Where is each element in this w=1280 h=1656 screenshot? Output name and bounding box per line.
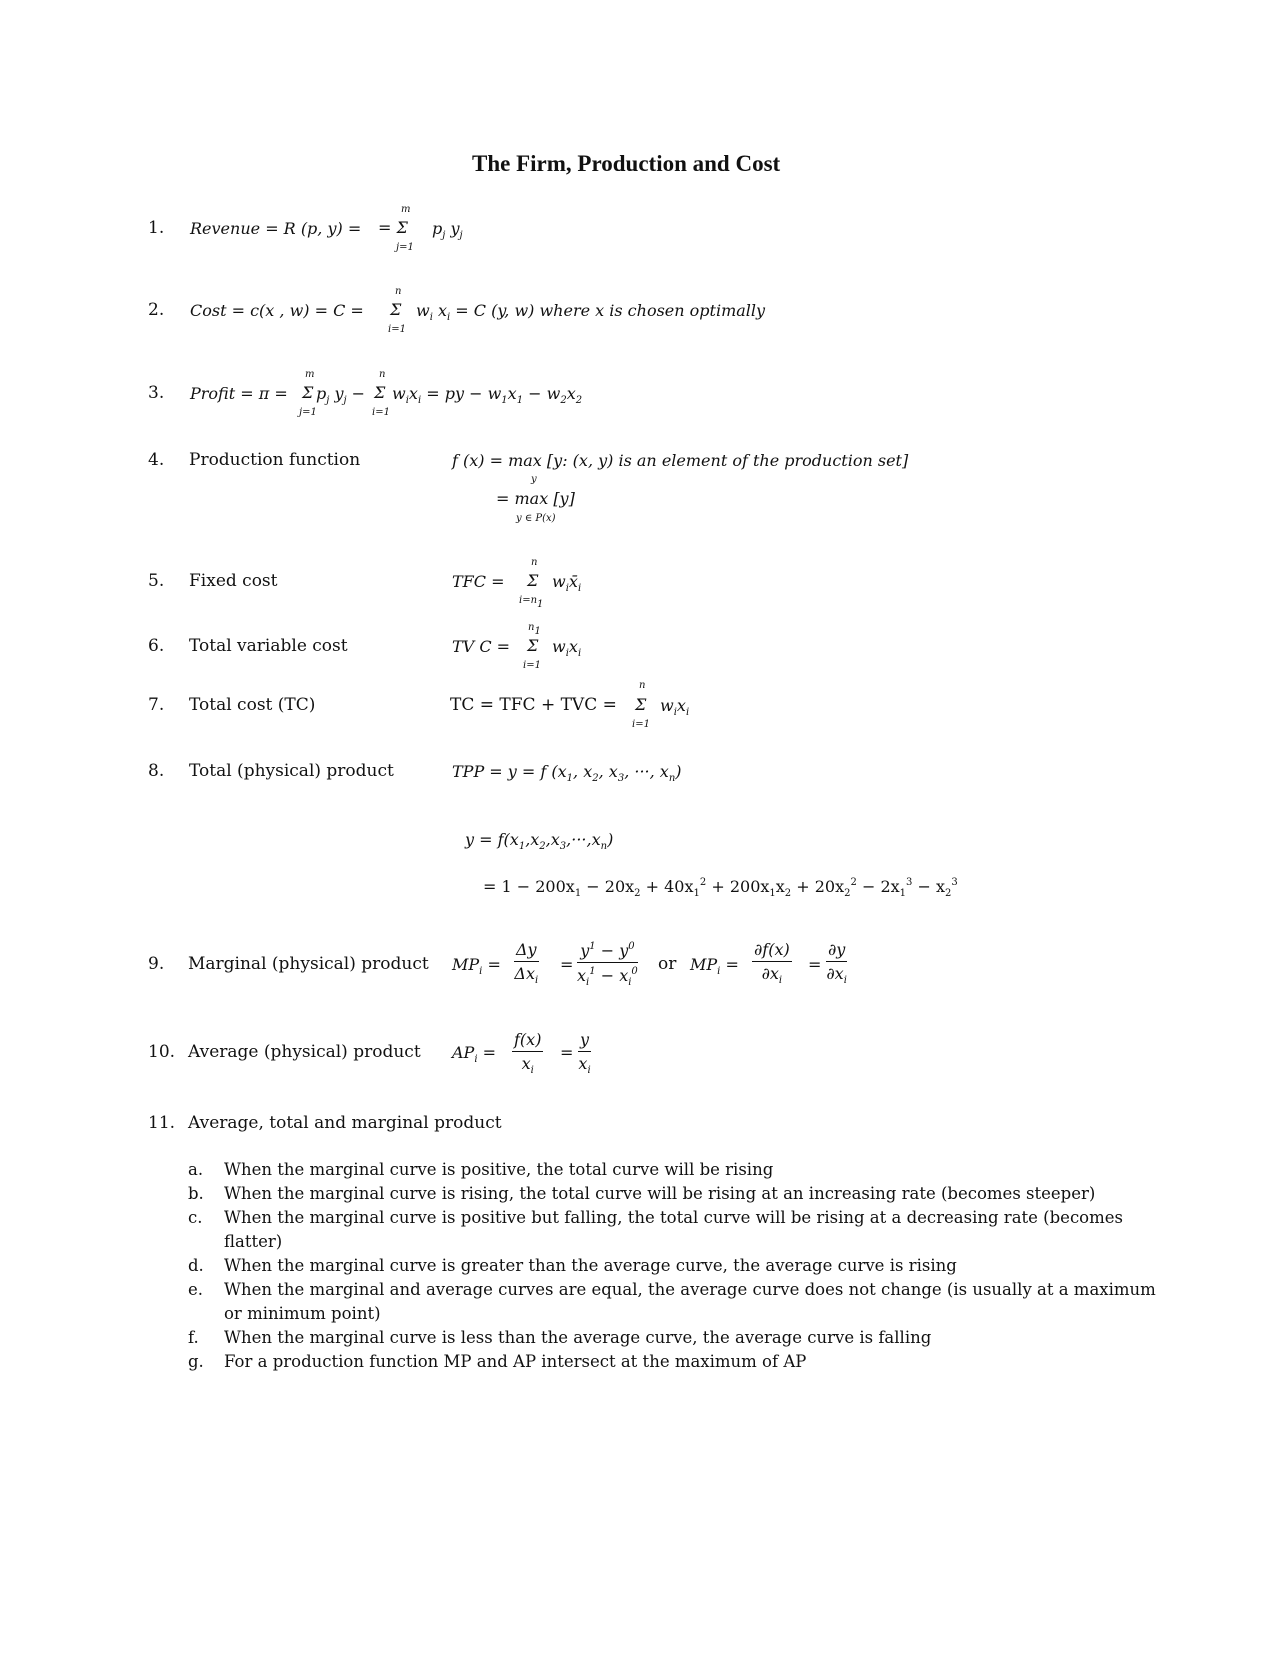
sum-upper-limit: n (531, 557, 538, 568)
formula-tc-lhs: TC = TFC + TVC = (450, 695, 617, 715)
formula-profit-lhs: Profit = π = (190, 384, 288, 403)
item-number: 6. (148, 636, 165, 656)
fraction-numerator: Δy (514, 942, 539, 962)
formula-mp2-lhs: $MP_i$ = (690, 955, 739, 977)
fraction-delta (514, 942, 539, 986)
sum-upper-limit: m (305, 369, 315, 380)
item-number: 3. (148, 383, 165, 403)
list-letter: f. (188, 1328, 199, 1347)
item-number: 7. (148, 695, 165, 715)
formula-tfc-rhs: $w_ix̄_i$ (552, 572, 582, 594)
list-item-continued: or minimum point) (224, 1304, 381, 1323)
equals-sign: = (560, 1043, 574, 1062)
fraction-denominator: $\Delta x_i$ (514, 964, 539, 986)
max-subscript-bottom: y ∈ P(x) (516, 513, 556, 524)
list-item: When the marginal and average curves are equal, the average curve does not change (is usually at a maximum (224, 1280, 1156, 1299)
max-subscript-top: y (531, 474, 537, 485)
sum-lower-limit: $i=n_1$ (519, 595, 544, 610)
formula-cost-lhs: Cost = c(x , w) = C = (190, 301, 364, 320)
item-number: 8. (148, 761, 165, 781)
sum-lower-limit: j=1 (396, 242, 414, 253)
sum-symbol: Σ (302, 383, 314, 402)
list-letter: c. (188, 1208, 203, 1227)
formula-profit-mid: $p_j$ $y_j$ − (316, 384, 366, 406)
sum-lower-limit: j=1 (299, 407, 317, 418)
list-letter: g. (188, 1352, 204, 1371)
formula-revenue-rhs: $p_j$ $y_j$ (432, 219, 463, 241)
fraction-numerator: y (578, 1032, 591, 1052)
sum-symbol: = Σ (378, 218, 408, 237)
sum-upper-limit: m (401, 204, 411, 215)
sum-lower-limit: i=1 (388, 324, 406, 335)
formula-y-expansion: = $1 - 200x_1 - 20x_2 + 40x_1^2 + 200x_1x_2 + 20x_2^2 - 2x_1^3 - x_2^3$ (483, 877, 958, 899)
item-number: 5. (148, 571, 165, 591)
formula-profit-rhs: $w_ix_i$ = py − $w_1x_1 - w_2x_2$ (392, 384, 583, 406)
fraction-denominator: $\partial x_i$ (761, 964, 783, 986)
list-item: When the marginal curve is positive, the total curve will be rising (224, 1160, 774, 1179)
fraction-numerator: ∂f(x) (752, 942, 792, 962)
list-item-continued: flatter) (224, 1232, 283, 1251)
or-text: or (658, 954, 677, 974)
list-letter: b. (188, 1184, 204, 1203)
item-label: Average, total and marginal product (188, 1113, 502, 1133)
sum-upper-limit: n (639, 680, 646, 691)
item-label: Total (physical) product (189, 761, 394, 781)
sum-symbol: Σ (635, 695, 647, 714)
sum-lower-limit: i=1 (632, 719, 650, 730)
fraction-partial-y (826, 942, 847, 986)
item-label: Total variable cost (189, 636, 348, 656)
list-letter: e. (188, 1280, 204, 1299)
sum-symbol: Σ (527, 571, 539, 590)
formula-tpp: TPP = y = f ($x_1$, $x_2$, $x_3$, ···, $x_n$) (452, 762, 682, 784)
item-label: Marginal (physical) product (188, 954, 429, 974)
formula-tc-rhs: $w_ix_i$ (660, 696, 690, 718)
formula-mp-lhs: $MP_i$ = (452, 955, 501, 977)
sum-lower-limit: i=1 (372, 407, 390, 418)
sum-lower-limit: i=1 (523, 660, 541, 671)
item-label: Fixed cost (189, 571, 278, 591)
sum-upper-limit: n (379, 369, 386, 380)
list-letter: a. (188, 1160, 204, 1179)
fraction-denominator: $x_i^1 - x_i^0$ (577, 966, 638, 988)
sum-symbol: Σ (390, 300, 402, 319)
item-label: Production function (189, 450, 361, 470)
formula-ap-lhs: $AP_i$ = (452, 1043, 497, 1065)
sum-symbol: Σ (374, 383, 386, 402)
fraction-numerator: ∂y (826, 942, 847, 962)
list-item: When the marginal curve is rising, the total curve will be rising at an increasing rate (becomes steeper) (224, 1184, 1096, 1203)
fraction-numerator: $y^1 - y^0$ (577, 942, 638, 963)
sum-upper-limit: $n_1$ (528, 622, 541, 637)
page-title: The Firm, Production and Cost (472, 151, 781, 176)
formula-production-line1: f (x) = max [y: (x, y) is an element of the production set] (452, 451, 909, 470)
equals-sign: = (808, 955, 822, 974)
fraction-y-over-x (578, 1032, 591, 1076)
list-letter: d. (188, 1256, 204, 1275)
item-number: 2. (148, 300, 165, 320)
formula-cost-rhs: $w_i$ $x_i = C$ (y, w) where x is chosen optimally (416, 301, 766, 323)
list-item: When the marginal curve is greater than the average curve, the average curve is rising (224, 1256, 957, 1275)
list-item: For a production function MP and AP intersect at the maximum of AP (224, 1352, 807, 1371)
formula-y: $y = f(x_1,x_2,x_3,\cdot\cdot\cdot,x_n)$ (465, 830, 614, 852)
fraction-difference (577, 942, 638, 988)
item-number: 1. (148, 218, 165, 238)
fraction-denominator: $\partial x_i$ (826, 964, 847, 986)
fraction-numerator: f(x) (512, 1032, 543, 1052)
formula-revenue-lhs: Revenue = R (p, y) = (190, 219, 362, 238)
item-number: 11. (148, 1113, 176, 1133)
sum-upper-limit: n (395, 286, 402, 297)
formula-tfc-lhs: TFC = (452, 572, 505, 591)
item-number: 9. (148, 954, 165, 974)
equals-sign: = (560, 955, 574, 974)
item-number: 10. (148, 1042, 176, 1062)
formula-tvc-lhs: TV C = (452, 637, 511, 656)
formula-tvc-rhs: $w_ix_i$ (552, 637, 582, 659)
item-label: Average (physical) product (188, 1042, 421, 1062)
sum-symbol: Σ (527, 636, 539, 655)
fraction-fx-over-x (512, 1032, 543, 1076)
formula-production-line2: = max [y] (496, 489, 575, 508)
item-label: Total cost (TC) (189, 695, 316, 715)
list-item: When the marginal curve is less than the average curve, the average curve is falling (224, 1328, 932, 1347)
fraction-denominator: $x_i$ (578, 1054, 591, 1076)
list-item: When the marginal curve is positive but falling, the total curve will be rising at a decreasing rate (becomes (224, 1208, 1123, 1227)
fraction-denominator: $x_i$ (521, 1054, 534, 1076)
item-number: 4. (148, 450, 165, 470)
fraction-partial-f (752, 942, 792, 986)
